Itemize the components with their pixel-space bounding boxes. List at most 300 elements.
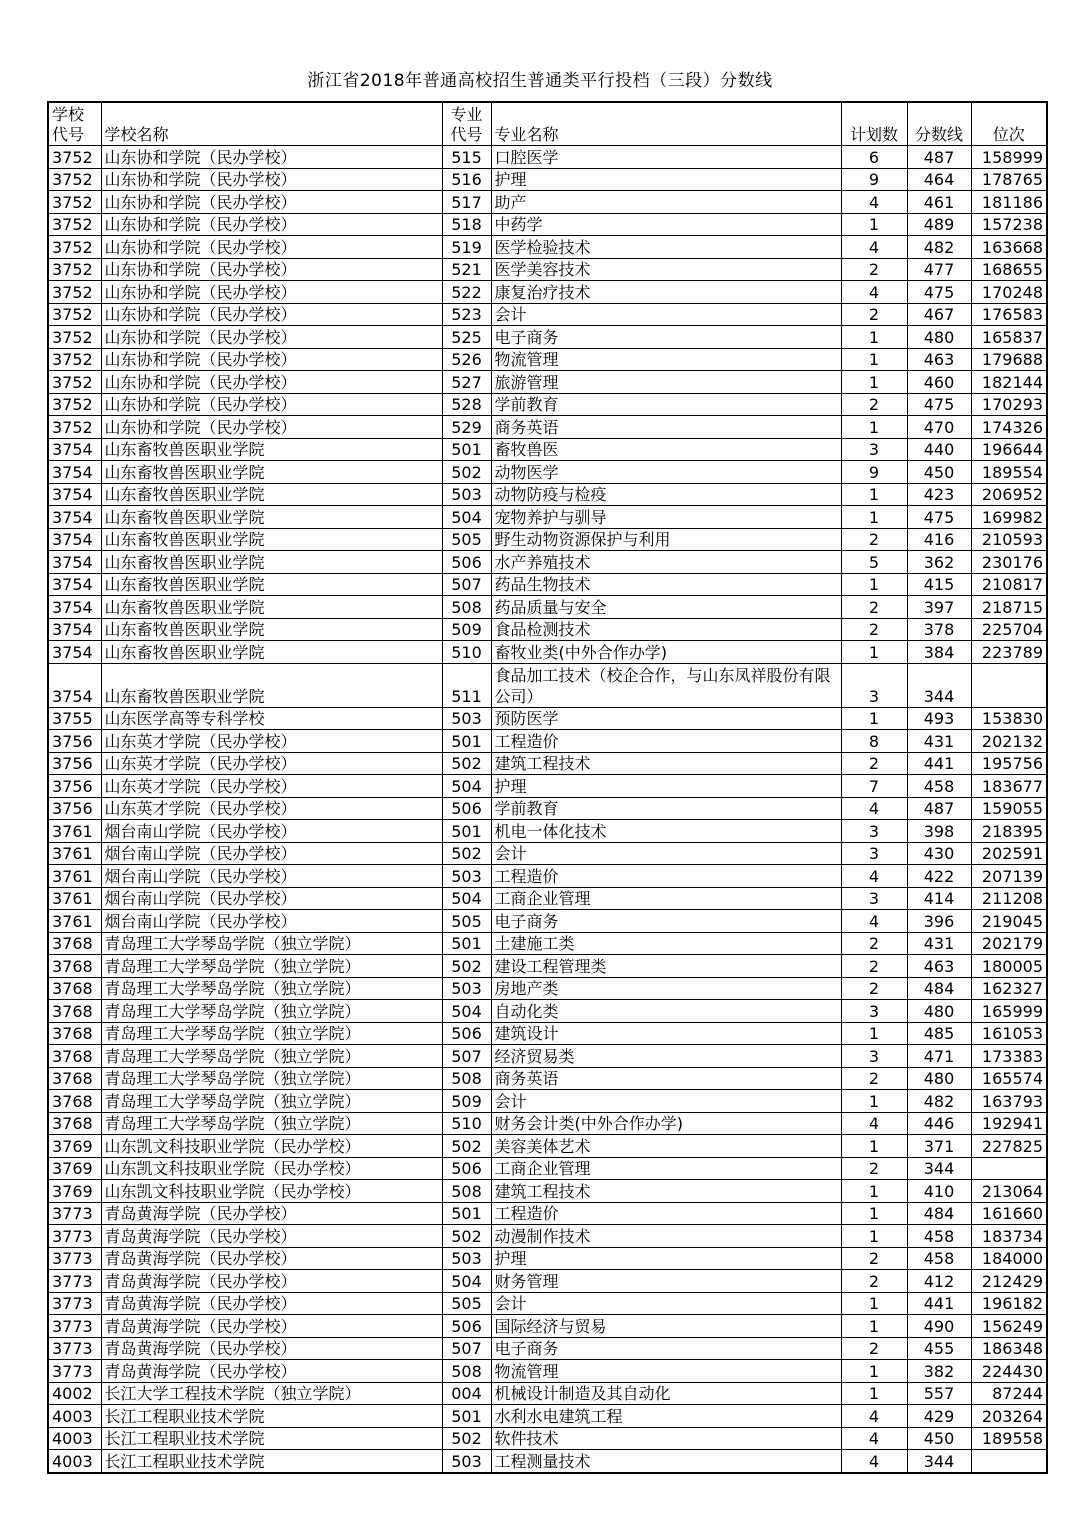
score-cell: 490 — [907, 1315, 971, 1338]
header-major-code: 专业 代号 — [442, 102, 491, 146]
major-name-cell: 会计 — [491, 842, 841, 865]
school-name-cell: 青岛黄海学院（民办学校） — [101, 1225, 442, 1248]
major-name-cell: 医学美容技术 — [491, 258, 841, 281]
major-name-cell: 电子商务 — [491, 326, 841, 349]
school-name-cell: 山东凯文科技职业学院（民办学校） — [101, 1157, 442, 1180]
plan-cell: 1 — [841, 1135, 907, 1158]
major-name-cell: 工商企业管理 — [491, 1157, 841, 1180]
score-cell: 344 — [907, 663, 971, 707]
table-row — [48, 483, 1047, 506]
school-name-cell: 青岛黄海学院（民办学校） — [101, 1337, 442, 1360]
school-code-cell: 3773 — [48, 1225, 101, 1248]
header-plan: 计划数 — [841, 102, 907, 146]
major-code-cell: 503 — [442, 483, 491, 506]
major-code-cell: 501 — [442, 820, 491, 843]
school-code-cell: 3768 — [48, 1112, 101, 1135]
major-name-cell: 工程造价 — [491, 730, 841, 753]
rank-cell: 180005 — [971, 955, 1047, 978]
rank-cell: 87244 — [971, 1382, 1047, 1405]
score-cell: 493 — [907, 707, 971, 730]
rank-cell: 153830 — [971, 707, 1047, 730]
score-cell: 344 — [907, 1450, 971, 1473]
major-name-cell: 美容美体艺术 — [491, 1135, 841, 1158]
rank-cell: 196182 — [971, 1292, 1047, 1315]
score-cell: 480 — [907, 1000, 971, 1023]
major-code-cell: 510 — [442, 1112, 491, 1135]
major-name-cell: 机械设计制造及其自动化 — [491, 1382, 841, 1405]
header-school-code: 学校 代号 — [48, 102, 101, 146]
school-name-cell: 山东畜牧兽医职业学院 — [101, 641, 442, 664]
plan-cell: 1 — [841, 707, 907, 730]
header-major-name: 专业名称 — [491, 102, 841, 146]
school-name-cell: 青岛理工大学琴岛学院（独立学院） — [101, 1045, 442, 1068]
school-name-cell: 山东畜牧兽医职业学院 — [101, 551, 442, 574]
school-name-cell: 山东协和学院（民办学校） — [101, 371, 442, 394]
school-name-cell: 山东英才学院（民办学校） — [101, 797, 442, 820]
major-name-cell: 软件技术 — [491, 1427, 841, 1450]
table-row — [48, 191, 1047, 214]
score-cell: 384 — [907, 641, 971, 664]
table-row — [48, 977, 1047, 1000]
plan-cell: 2 — [841, 393, 907, 416]
rank-cell: 218715 — [971, 596, 1047, 619]
rank-cell: 195756 — [971, 752, 1047, 775]
school-name-cell: 山东协和学院（民办学校） — [101, 168, 442, 191]
school-name-cell: 长江工程职业技术学院 — [101, 1427, 442, 1450]
major-code-cell: 503 — [442, 977, 491, 1000]
table-row — [48, 1337, 1047, 1360]
table-row — [48, 1315, 1047, 1338]
table-row — [48, 663, 1047, 707]
rank-cell: 206952 — [971, 483, 1047, 506]
major-name-cell: 经济贸易类 — [491, 1045, 841, 1068]
major-code-cell: 501 — [442, 1202, 491, 1225]
table-row — [48, 213, 1047, 236]
school-name-cell: 青岛理工大学琴岛学院（独立学院） — [101, 955, 442, 978]
rank-cell: 202179 — [971, 932, 1047, 955]
major-code-cell: 506 — [442, 1157, 491, 1180]
score-cell: 480 — [907, 1067, 971, 1090]
major-code-cell: 503 — [442, 1247, 491, 1270]
score-cell: 398 — [907, 820, 971, 843]
school-code-cell: 3752 — [48, 191, 101, 214]
school-code-cell: 3761 — [48, 865, 101, 888]
major-code-cell: 529 — [442, 416, 491, 439]
rank-cell: 165999 — [971, 1000, 1047, 1023]
score-cell: 475 — [907, 393, 971, 416]
table-row — [48, 910, 1047, 933]
plan-cell: 2 — [841, 596, 907, 619]
plan-cell: 4 — [841, 1112, 907, 1135]
major-code-cell: 523 — [442, 303, 491, 326]
major-code-cell: 502 — [442, 955, 491, 978]
table-row — [48, 573, 1047, 596]
school-code-cell: 3752 — [48, 371, 101, 394]
major-code-cell: 508 — [442, 1360, 491, 1383]
major-name-cell: 医学检验技术 — [491, 236, 841, 259]
rank-cell: 218395 — [971, 820, 1047, 843]
table-row — [48, 1405, 1047, 1428]
school-code-cell: 3754 — [48, 528, 101, 551]
major-name-cell: 自动化类 — [491, 1000, 841, 1023]
major-name-cell: 畜牧业类(中外合作办学) — [491, 641, 841, 664]
major-code-cell: 511 — [442, 663, 491, 707]
school-name-cell: 烟台南山学院（民办学校） — [101, 842, 442, 865]
major-code-cell: 504 — [442, 887, 491, 910]
major-code-cell: 504 — [442, 506, 491, 529]
major-name-cell: 物流管理 — [491, 1360, 841, 1383]
school-name-cell: 长江大学工程技术学院（独立学院） — [101, 1382, 442, 1405]
major-code-cell: 515 — [442, 146, 491, 169]
school-name-cell: 山东协和学院（民办学校） — [101, 416, 442, 439]
score-cell: 371 — [907, 1135, 971, 1158]
rank-cell: 210817 — [971, 573, 1047, 596]
rank-cell: 196644 — [971, 438, 1047, 461]
score-cell: 441 — [907, 1292, 971, 1315]
school-code-cell: 3754 — [48, 618, 101, 641]
school-name-cell: 青岛理工大学琴岛学院（独立学院） — [101, 1090, 442, 1113]
table-row — [48, 887, 1047, 910]
rank-cell: 169982 — [971, 506, 1047, 529]
plan-cell: 2 — [841, 618, 907, 641]
school-name-cell: 山东英才学院（民办学校） — [101, 752, 442, 775]
major-code-cell: 509 — [442, 618, 491, 641]
plan-cell: 7 — [841, 775, 907, 798]
major-name-cell: 工商企业管理 — [491, 887, 841, 910]
plan-cell: 2 — [841, 1270, 907, 1293]
major-name-cell: 建筑设计 — [491, 1022, 841, 1045]
score-cell: 415 — [907, 573, 971, 596]
major-name-cell: 预防医学 — [491, 707, 841, 730]
table-row — [48, 820, 1047, 843]
school-code-cell: 3768 — [48, 1045, 101, 1068]
plan-cell: 1 — [841, 1225, 907, 1248]
major-code-cell: 521 — [442, 258, 491, 281]
school-code-cell: 3761 — [48, 820, 101, 843]
major-name-cell: 物流管理 — [491, 348, 841, 371]
plan-cell: 4 — [841, 191, 907, 214]
rank-cell: 207139 — [971, 865, 1047, 888]
major-code-cell: 526 — [442, 348, 491, 371]
rank-cell: 174326 — [971, 416, 1047, 439]
school-name-cell: 青岛黄海学院（民办学校） — [101, 1247, 442, 1270]
rank-cell: 181186 — [971, 191, 1047, 214]
table-row — [48, 461, 1047, 484]
rank-cell — [971, 1450, 1047, 1473]
score-cell: 455 — [907, 1337, 971, 1360]
score-cell: 441 — [907, 752, 971, 775]
school-code-cell: 3754 — [48, 483, 101, 506]
plan-cell: 3 — [841, 887, 907, 910]
school-name-cell: 山东畜牧兽医职业学院 — [101, 596, 442, 619]
major-name-cell: 宠物养护与驯导 — [491, 506, 841, 529]
score-cell: 450 — [907, 461, 971, 484]
score-cell: 475 — [907, 506, 971, 529]
rank-cell: 211208 — [971, 887, 1047, 910]
plan-cell: 1 — [841, 1292, 907, 1315]
table-row — [48, 1022, 1047, 1045]
rank-cell — [971, 1157, 1047, 1180]
school-code-cell: 3754 — [48, 596, 101, 619]
table-row — [48, 775, 1047, 798]
rank-cell: 170293 — [971, 393, 1047, 416]
major-code-cell: 501 — [442, 730, 491, 753]
school-name-cell: 山东协和学院（民办学校） — [101, 213, 442, 236]
rank-cell: 210593 — [971, 528, 1047, 551]
major-name-cell: 药品生物技术 — [491, 573, 841, 596]
score-cell: 477 — [907, 258, 971, 281]
school-name-cell: 青岛理工大学琴岛学院（独立学院） — [101, 1067, 442, 1090]
school-code-cell: 3768 — [48, 977, 101, 1000]
table-row — [48, 618, 1047, 641]
school-code-cell: 3761 — [48, 842, 101, 865]
plan-cell: 2 — [841, 303, 907, 326]
plan-cell: 3 — [841, 1045, 907, 1068]
score-cell: 487 — [907, 797, 971, 820]
score-cell: 412 — [907, 1270, 971, 1293]
plan-cell: 3 — [841, 820, 907, 843]
score-cell: 458 — [907, 775, 971, 798]
score-cell: 396 — [907, 910, 971, 933]
major-name-cell: 护理 — [491, 168, 841, 191]
major-code-cell: 528 — [442, 393, 491, 416]
plan-cell: 1 — [841, 326, 907, 349]
major-name-cell: 食品检测技术 — [491, 618, 841, 641]
major-code-cell: 505 — [442, 910, 491, 933]
table-row — [48, 1247, 1047, 1270]
major-name-cell: 护理 — [491, 1247, 841, 1270]
major-name-cell: 建筑工程技术 — [491, 1180, 841, 1203]
score-cell: 446 — [907, 1112, 971, 1135]
school-name-cell: 山东协和学院（民办学校） — [101, 258, 442, 281]
school-code-cell: 3752 — [48, 348, 101, 371]
school-code-cell: 3773 — [48, 1247, 101, 1270]
school-code-cell: 3754 — [48, 573, 101, 596]
rank-cell: 192941 — [971, 1112, 1047, 1135]
school-code-cell: 3768 — [48, 1022, 101, 1045]
major-code-cell: 506 — [442, 797, 491, 820]
major-code-cell: 507 — [442, 1045, 491, 1068]
table-row — [48, 1090, 1047, 1113]
score-cell: 431 — [907, 730, 971, 753]
score-cell: 422 — [907, 865, 971, 888]
score-cell: 557 — [907, 1382, 971, 1405]
plan-cell: 1 — [841, 641, 907, 664]
score-cell: 484 — [907, 977, 971, 1000]
score-cell: 487 — [907, 146, 971, 169]
score-cell: 482 — [907, 1090, 971, 1113]
major-code-cell: 522 — [442, 281, 491, 304]
table-row — [48, 1202, 1047, 1225]
table-row — [48, 1360, 1047, 1383]
rank-cell: 189554 — [971, 461, 1047, 484]
major-name-cell: 动漫制作技术 — [491, 1225, 841, 1248]
plan-cell: 8 — [841, 730, 907, 753]
major-name-cell: 护理 — [491, 775, 841, 798]
score-cell: 463 — [907, 955, 971, 978]
school-code-cell: 3756 — [48, 775, 101, 798]
table-row — [48, 1270, 1047, 1293]
table-row — [48, 730, 1047, 753]
school-name-cell: 烟台南山学院（民办学校） — [101, 865, 442, 888]
plan-cell: 1 — [841, 1382, 907, 1405]
major-name-cell: 旅游管理 — [491, 371, 841, 394]
major-name-cell: 助产 — [491, 191, 841, 214]
major-name-cell: 水利水电建筑工程 — [491, 1405, 841, 1428]
rank-cell: 213064 — [971, 1180, 1047, 1203]
plan-cell: 4 — [841, 865, 907, 888]
school-name-cell: 烟台南山学院（民办学校） — [101, 820, 442, 843]
plan-cell: 4 — [841, 910, 907, 933]
table-row — [48, 1067, 1047, 1090]
school-code-cell: 3768 — [48, 1067, 101, 1090]
school-name-cell: 山东协和学院（民办学校） — [101, 348, 442, 371]
school-code-cell: 3752 — [48, 258, 101, 281]
table-row — [48, 303, 1047, 326]
rank-cell: 186348 — [971, 1337, 1047, 1360]
major-name-cell: 土建施工类 — [491, 932, 841, 955]
major-name-cell: 商务英语 — [491, 1067, 841, 1090]
school-code-cell: 3752 — [48, 303, 101, 326]
score-cell: 416 — [907, 528, 971, 551]
rank-cell: 183734 — [971, 1225, 1047, 1248]
major-name-cell: 动物医学 — [491, 461, 841, 484]
major-name-cell: 会计 — [491, 303, 841, 326]
rank-cell: 161053 — [971, 1022, 1047, 1045]
major-name-cell: 学前教育 — [491, 797, 841, 820]
major-name-cell: 工程造价 — [491, 865, 841, 888]
plan-cell: 9 — [841, 461, 907, 484]
table-row — [48, 393, 1047, 416]
school-code-cell: 3768 — [48, 1090, 101, 1113]
major-code-cell: 502 — [442, 842, 491, 865]
school-name-cell: 山东协和学院（民办学校） — [101, 326, 442, 349]
school-name-cell: 山东畜牧兽医职业学院 — [101, 573, 442, 596]
plan-cell: 1 — [841, 1090, 907, 1113]
score-cell: 464 — [907, 168, 971, 191]
table-row — [48, 1225, 1047, 1248]
school-code-cell: 3755 — [48, 707, 101, 730]
school-name-cell: 烟台南山学院（民办学校） — [101, 910, 442, 933]
plan-cell: 1 — [841, 416, 907, 439]
major-code-cell: 503 — [442, 865, 491, 888]
plan-cell: 3 — [841, 1000, 907, 1023]
plan-cell: 2 — [841, 977, 907, 1000]
table-row — [48, 146, 1047, 169]
score-table — [47, 101, 1048, 1474]
plan-cell: 5 — [841, 551, 907, 574]
score-cell: 382 — [907, 1360, 971, 1383]
school-name-cell: 山东协和学院（民办学校） — [101, 393, 442, 416]
school-code-cell: 3768 — [48, 1000, 101, 1023]
table-row — [48, 641, 1047, 664]
school-code-cell: 4003 — [48, 1427, 101, 1450]
school-code-cell: 3761 — [48, 910, 101, 933]
plan-cell: 4 — [841, 236, 907, 259]
table-row — [48, 596, 1047, 619]
score-cell: 458 — [907, 1247, 971, 1270]
school-code-cell: 3754 — [48, 663, 101, 707]
rank-cell: 189558 — [971, 1427, 1047, 1450]
school-code-cell: 3773 — [48, 1292, 101, 1315]
school-code-cell: 3754 — [48, 506, 101, 529]
score-cell: 482 — [907, 236, 971, 259]
school-code-cell: 3752 — [48, 168, 101, 191]
major-code-cell: 502 — [442, 461, 491, 484]
school-code-cell: 4003 — [48, 1405, 101, 1428]
rank-cell: 202132 — [971, 730, 1047, 753]
table-row — [48, 932, 1047, 955]
table-row — [48, 955, 1047, 978]
table-row — [48, 281, 1047, 304]
score-cell: 430 — [907, 842, 971, 865]
major-name-cell: 电子商务 — [491, 1337, 841, 1360]
school-code-cell: 3756 — [48, 797, 101, 820]
major-code-cell: 510 — [442, 641, 491, 664]
rank-cell: 184000 — [971, 1247, 1047, 1270]
plan-cell: 4 — [841, 1427, 907, 1450]
major-name-cell: 食品加工技术（校企合作，与山东凤祥股份有限公司） — [491, 663, 841, 707]
major-name-cell: 野生动物资源保护与利用 — [491, 528, 841, 551]
school-code-cell: 3752 — [48, 393, 101, 416]
score-cell: 423 — [907, 483, 971, 506]
rank-cell: 202591 — [971, 842, 1047, 865]
school-name-cell: 山东英才学院（民办学校） — [101, 775, 442, 798]
plan-cell: 3 — [841, 438, 907, 461]
plan-cell: 1 — [841, 483, 907, 506]
school-code-cell: 3754 — [48, 438, 101, 461]
school-name-cell: 山东英才学院（民办学校） — [101, 730, 442, 753]
major-code-cell: 506 — [442, 1315, 491, 1338]
school-name-cell: 烟台南山学院（民办学校） — [101, 887, 442, 910]
major-code-cell: 517 — [442, 191, 491, 214]
score-cell: 489 — [907, 213, 971, 236]
rank-cell: 173383 — [971, 1045, 1047, 1068]
rank-cell: 227825 — [971, 1135, 1047, 1158]
school-code-cell: 3754 — [48, 461, 101, 484]
major-name-cell: 房地产类 — [491, 977, 841, 1000]
score-cell: 470 — [907, 416, 971, 439]
score-cell: 431 — [907, 932, 971, 955]
school-code-cell: 3768 — [48, 932, 101, 955]
header-rank: 位次 — [971, 102, 1047, 146]
school-name-cell: 山东畜牧兽医职业学院 — [101, 506, 442, 529]
school-code-cell: 3769 — [48, 1180, 101, 1203]
plan-cell: 4 — [841, 1450, 907, 1473]
school-code-cell: 3773 — [48, 1202, 101, 1225]
table-row — [48, 1427, 1047, 1450]
table-row — [48, 371, 1047, 394]
plan-cell: 4 — [841, 281, 907, 304]
school-code-cell: 4002 — [48, 1382, 101, 1405]
table-row — [48, 1045, 1047, 1068]
plan-cell: 1 — [841, 1202, 907, 1225]
rank-cell: 163793 — [971, 1090, 1047, 1113]
major-name-cell: 财务管理 — [491, 1270, 841, 1293]
table-row — [48, 1180, 1047, 1203]
school-name-cell: 山东协和学院（民办学校） — [101, 303, 442, 326]
plan-cell: 3 — [841, 842, 907, 865]
school-name-cell: 山东协和学院（民办学校） — [101, 281, 442, 304]
school-name-cell: 山东畜牧兽医职业学院 — [101, 618, 442, 641]
rank-cell: 168655 — [971, 258, 1047, 281]
school-code-cell: 3768 — [48, 955, 101, 978]
rank-cell: 183677 — [971, 775, 1047, 798]
major-code-cell: 505 — [442, 528, 491, 551]
school-name-cell: 山东凯文科技职业学院（民办学校） — [101, 1180, 442, 1203]
table-row — [48, 707, 1047, 730]
school-code-cell: 3752 — [48, 236, 101, 259]
